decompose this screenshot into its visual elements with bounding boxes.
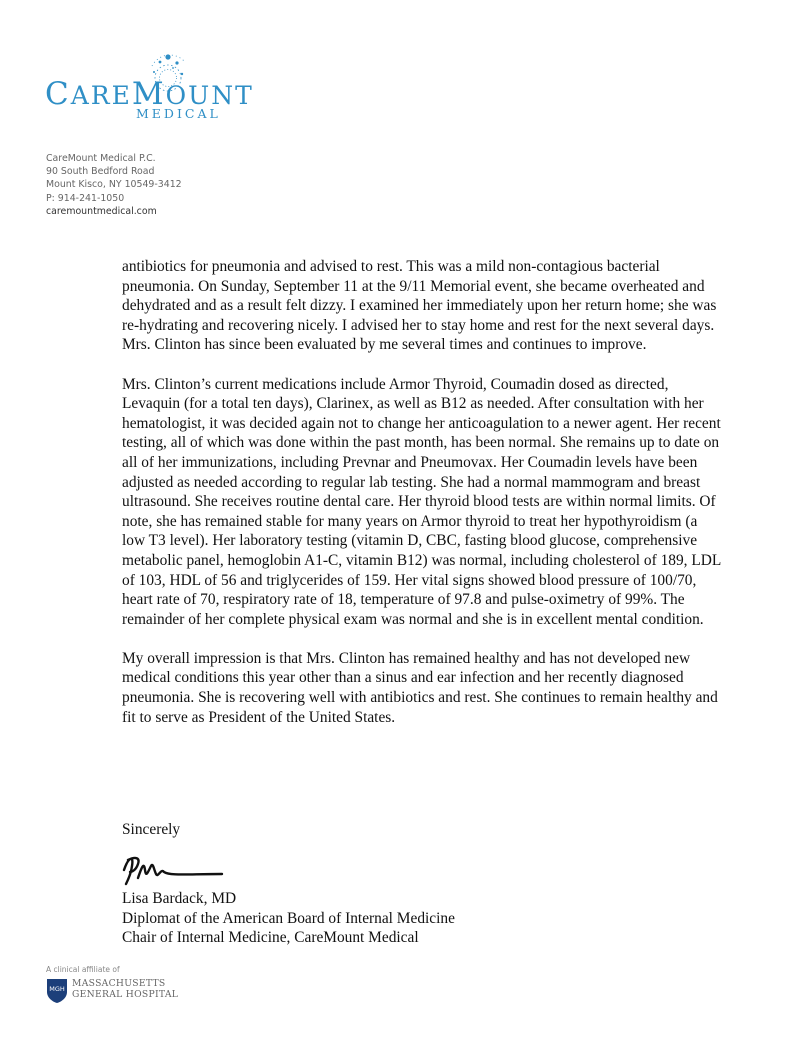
paragraph: My overall impression is that Mrs. Clinton has remained healthy and has not developed new medical conditions this year other than a sinus and ear infection and her recently diagnosed pneumonia. She is recovering well with antibiotics and rest. She continues to remain healthy and fit to serve as President of the United States.	[122, 649, 718, 726]
address-line: Mount Kisco, NY 10549-3412	[46, 179, 182, 191]
mgh-name	[72, 978, 178, 1000]
handwritten-signature	[118, 850, 228, 888]
signer-title: Diplomat of the American Board of Internal Medicine	[122, 909, 455, 927]
signer-name: Lisa Bardack, MD	[122, 890, 237, 907]
paragraph: Mrs. Clinton’s current medications include Armor Thyroid, Coumadin dosed as directed, Levaquin (for a total ten days), Clarinex, as well as B12 as needed. After consultation with her hematologist, it was decided again not to change her anticoagulation to a newer agent. Her recent testing, all of which was done within the past month, has been normal. She remains up to date on all of her immunizations, including Prevnar and Pneumovax. Her Coumadin levels have been adjusted as needed according to regular lab testing. She had a normal mammogram and breast ultrasound. She receives routine dental care. Her thyroid blood tests are within normal limits. Of note, she has remained stable for many years on Armor thyroid to treat her hypothyroidism (a low T3 level). Her laboratory testing (vitamin D, CBC, fasting blood glucose, comprehensive metabolic panel, hemoglobin A1-C, vitamin B12) was normal, including cholesterol of 189, LDL of 103, HDL of 56 and triglycerides of 159. Her vital signs showed blood pressure of 100/70, heart rate of 70, respiratory rate of 18, temperature of 97.8 and pulse-oximetry of 99%. The remainder of her complete physical exam was normal and she is in excellent mental condition.	[122, 375, 721, 628]
closing: Sincerely	[122, 821, 181, 838]
signature-block	[122, 889, 455, 948]
mgh-shield-label: MGH	[49, 985, 65, 993]
affiliate-footer	[46, 965, 179, 1000]
letterhead-address	[46, 152, 182, 218]
signer-title: Chair of Internal Medicine, CareMount Medical	[122, 929, 419, 947]
mgh-name-line: MASSACHUSETTS	[72, 978, 166, 989]
caremount-logo	[40, 52, 254, 127]
mgh-shield-icon	[46, 978, 68, 1004]
website-link[interactable]: caremountmedical.com	[46, 205, 157, 217]
affiliate-label: A clinical affiliate of	[46, 965, 120, 974]
letter-body	[122, 257, 722, 747]
logo-wordmark: CAREMOUNT	[45, 76, 254, 112]
logo-subtitle: MEDICAL	[136, 106, 221, 121]
phone-line: P: 914-241-1050	[46, 192, 125, 204]
paragraph: antibiotics for pneumonia and advised to rest. This was a mild non-contagious bacterial pneumonia. On Sunday, September 11 at the 9/11 Memorial event, she became overheated and dehydrated and as a result felt dizzy. I examined her immediately upon her return home; she was re-hydrating and recovering nicely. I advised her to stay home and rest for the next several days. Mrs. Clinton has since been evaluated by me several times and continues to improve.	[122, 258, 717, 354]
address-line: 90 South Bedford Road	[46, 166, 155, 178]
mgh-name-line: GENERAL HOSPITAL	[72, 989, 179, 1000]
address-line: CareMount Medical P.C.	[46, 153, 156, 164]
